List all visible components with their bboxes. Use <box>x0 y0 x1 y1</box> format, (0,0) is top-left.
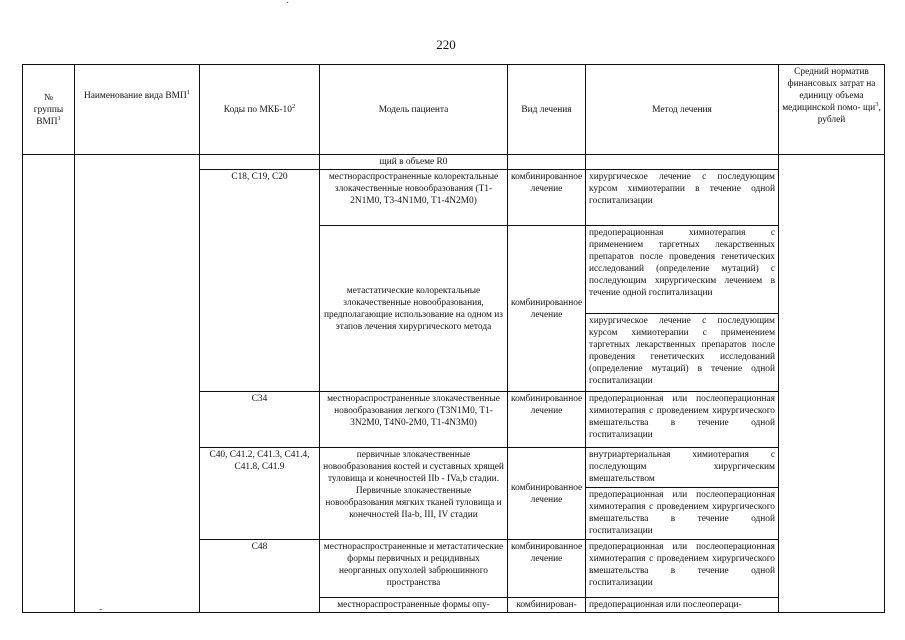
table-row <box>23 155 885 170</box>
header-cost-text-2: щи <box>862 103 876 113</box>
model-cell: щий в объеме R0 <box>320 155 508 170</box>
cost-cell <box>779 155 885 613</box>
header-icd-codes-footnote: 2 <box>291 102 296 110</box>
method-cell: внутриартериальная химиотерапия с последующим хирургическим вмешательством <box>586 448 779 488</box>
model-cell: местнораспространенные и метастатические формы первичных и рецидивных неорганных опухолей забрюшинного пространства <box>320 540 508 598</box>
model-cell: местнораспространенные злокачественные новообразования легкого (T3N1M0, T1-3N2M0, T4N0-2M0, T1-4N3M0) <box>320 392 508 448</box>
header-num-word: группы <box>33 104 64 115</box>
header-cost-footnote: 3 <box>875 100 879 108</box>
treatment-cell: комбинированное лечение <box>508 448 586 540</box>
treatment-cell: комбинирован- <box>508 598 586 613</box>
header-treatment-method <box>586 65 779 155</box>
treatment-cell <box>508 155 586 170</box>
header-icd-codes-text: Коды по МКБ-10 <box>223 104 292 115</box>
header-vmp-name-footnote: 1 <box>186 88 191 96</box>
method-cell: предоперационная или послеоперационная химиотерапия с проведением хирургического вмешательства в течение одной госпитализации <box>586 540 779 598</box>
codes-cell: С40, С41.2, С41.3, С41.4, С41.8, С41.9 <box>200 448 320 540</box>
treatment-cell: комбинированное лечение <box>508 226 586 392</box>
header-vmp-name-text: Наименование вида ВМП <box>83 91 187 101</box>
method-cell: предоперационная или послеопераци- <box>586 598 779 613</box>
header-treatment-method-text: Метод лечения <box>652 104 712 115</box>
model-cell: местнораспространенные колоректальные злокачественные новообразования (T1-2N1M0, T3-4N1M0, T1-4N2M0) <box>320 170 508 226</box>
codes-cell: С18, С19, С20 <box>200 170 320 392</box>
scan-speck-top: · <box>286 0 290 9</box>
treatment-cell: комбинированное лечение <box>508 170 586 226</box>
header-icd-codes <box>200 65 320 155</box>
header-treatment-type <box>508 65 586 155</box>
model-cell: местнораспространенные формы опу- <box>320 598 508 613</box>
method-cell: предоперационная химиотерапия с применением таргетных лекарственных препаратов после проведения генетических исследований (определение мутаций) с последующим хирургическим лечением в течение одной госпитализации <box>586 226 779 314</box>
method-cell: хирургическое лечение с последующим курсом химиотерапии с применением таргетных лекарственных препаратов после проведения генетических исследований (определение мутаций) в течение одной госпитализации <box>586 314 779 392</box>
header-num-symbol: № <box>44 92 53 103</box>
scan-speck-bottom: - <box>99 604 103 615</box>
header-cost-text-3: , рублей <box>817 103 881 125</box>
method-cell <box>586 155 779 170</box>
table-header-row <box>23 65 885 155</box>
codes-cell: С48 <box>200 540 320 613</box>
vmp-name-cell <box>75 155 200 613</box>
model-cell: первичные злокачественные новообразования костей и суставных хрящей туловища и конечностей IIb - IVa,b стадии. Первичные злокачественные новообразования мягких тканей туловища и конечностей IIa-b, III, IV стадии <box>320 448 508 540</box>
codes-cell: С34 <box>200 392 320 448</box>
header-treatment-type-text: Вид лечения <box>521 104 572 115</box>
method-cell: предоперационная или послеоперационная химиотерапия с проведением хирургического вмешательства в течение одной госпитализации <box>586 488 779 540</box>
header-patient-model-text: Модель пациента <box>378 104 449 115</box>
vmp-table <box>22 64 885 613</box>
model-cell: метастатические колоректальные злокачественные новообразования, предполагающие использование на одном из этапов лечения хирургического метода <box>320 226 508 392</box>
group-number-cell <box>23 155 75 613</box>
method-cell: хирургическое лечение с последующим курсом химиотерапии в течение одной госпитализации <box>586 170 779 226</box>
treatment-cell: комбинированное лечение <box>508 540 586 598</box>
method-cell: предоперационная или послеоперационная химиотерапия с проведением хирургического вмешательства в течение одной госпитализации <box>586 392 779 448</box>
header-group-number <box>23 65 75 155</box>
header-patient-model <box>320 65 508 155</box>
page-number: 220 <box>436 37 456 52</box>
header-num-footnote: 1 <box>57 114 61 122</box>
header-vmp-name <box>75 65 200 155</box>
treatment-cell: комбинированное лечение <box>508 392 586 448</box>
header-num-vmp: ВМП <box>36 116 58 127</box>
header-cost-text: Средний норматив финансовых затрат на единицу объема медицинской помо- <box>782 67 876 113</box>
header-cost-norm <box>779 65 885 155</box>
codes-cell <box>200 155 320 170</box>
